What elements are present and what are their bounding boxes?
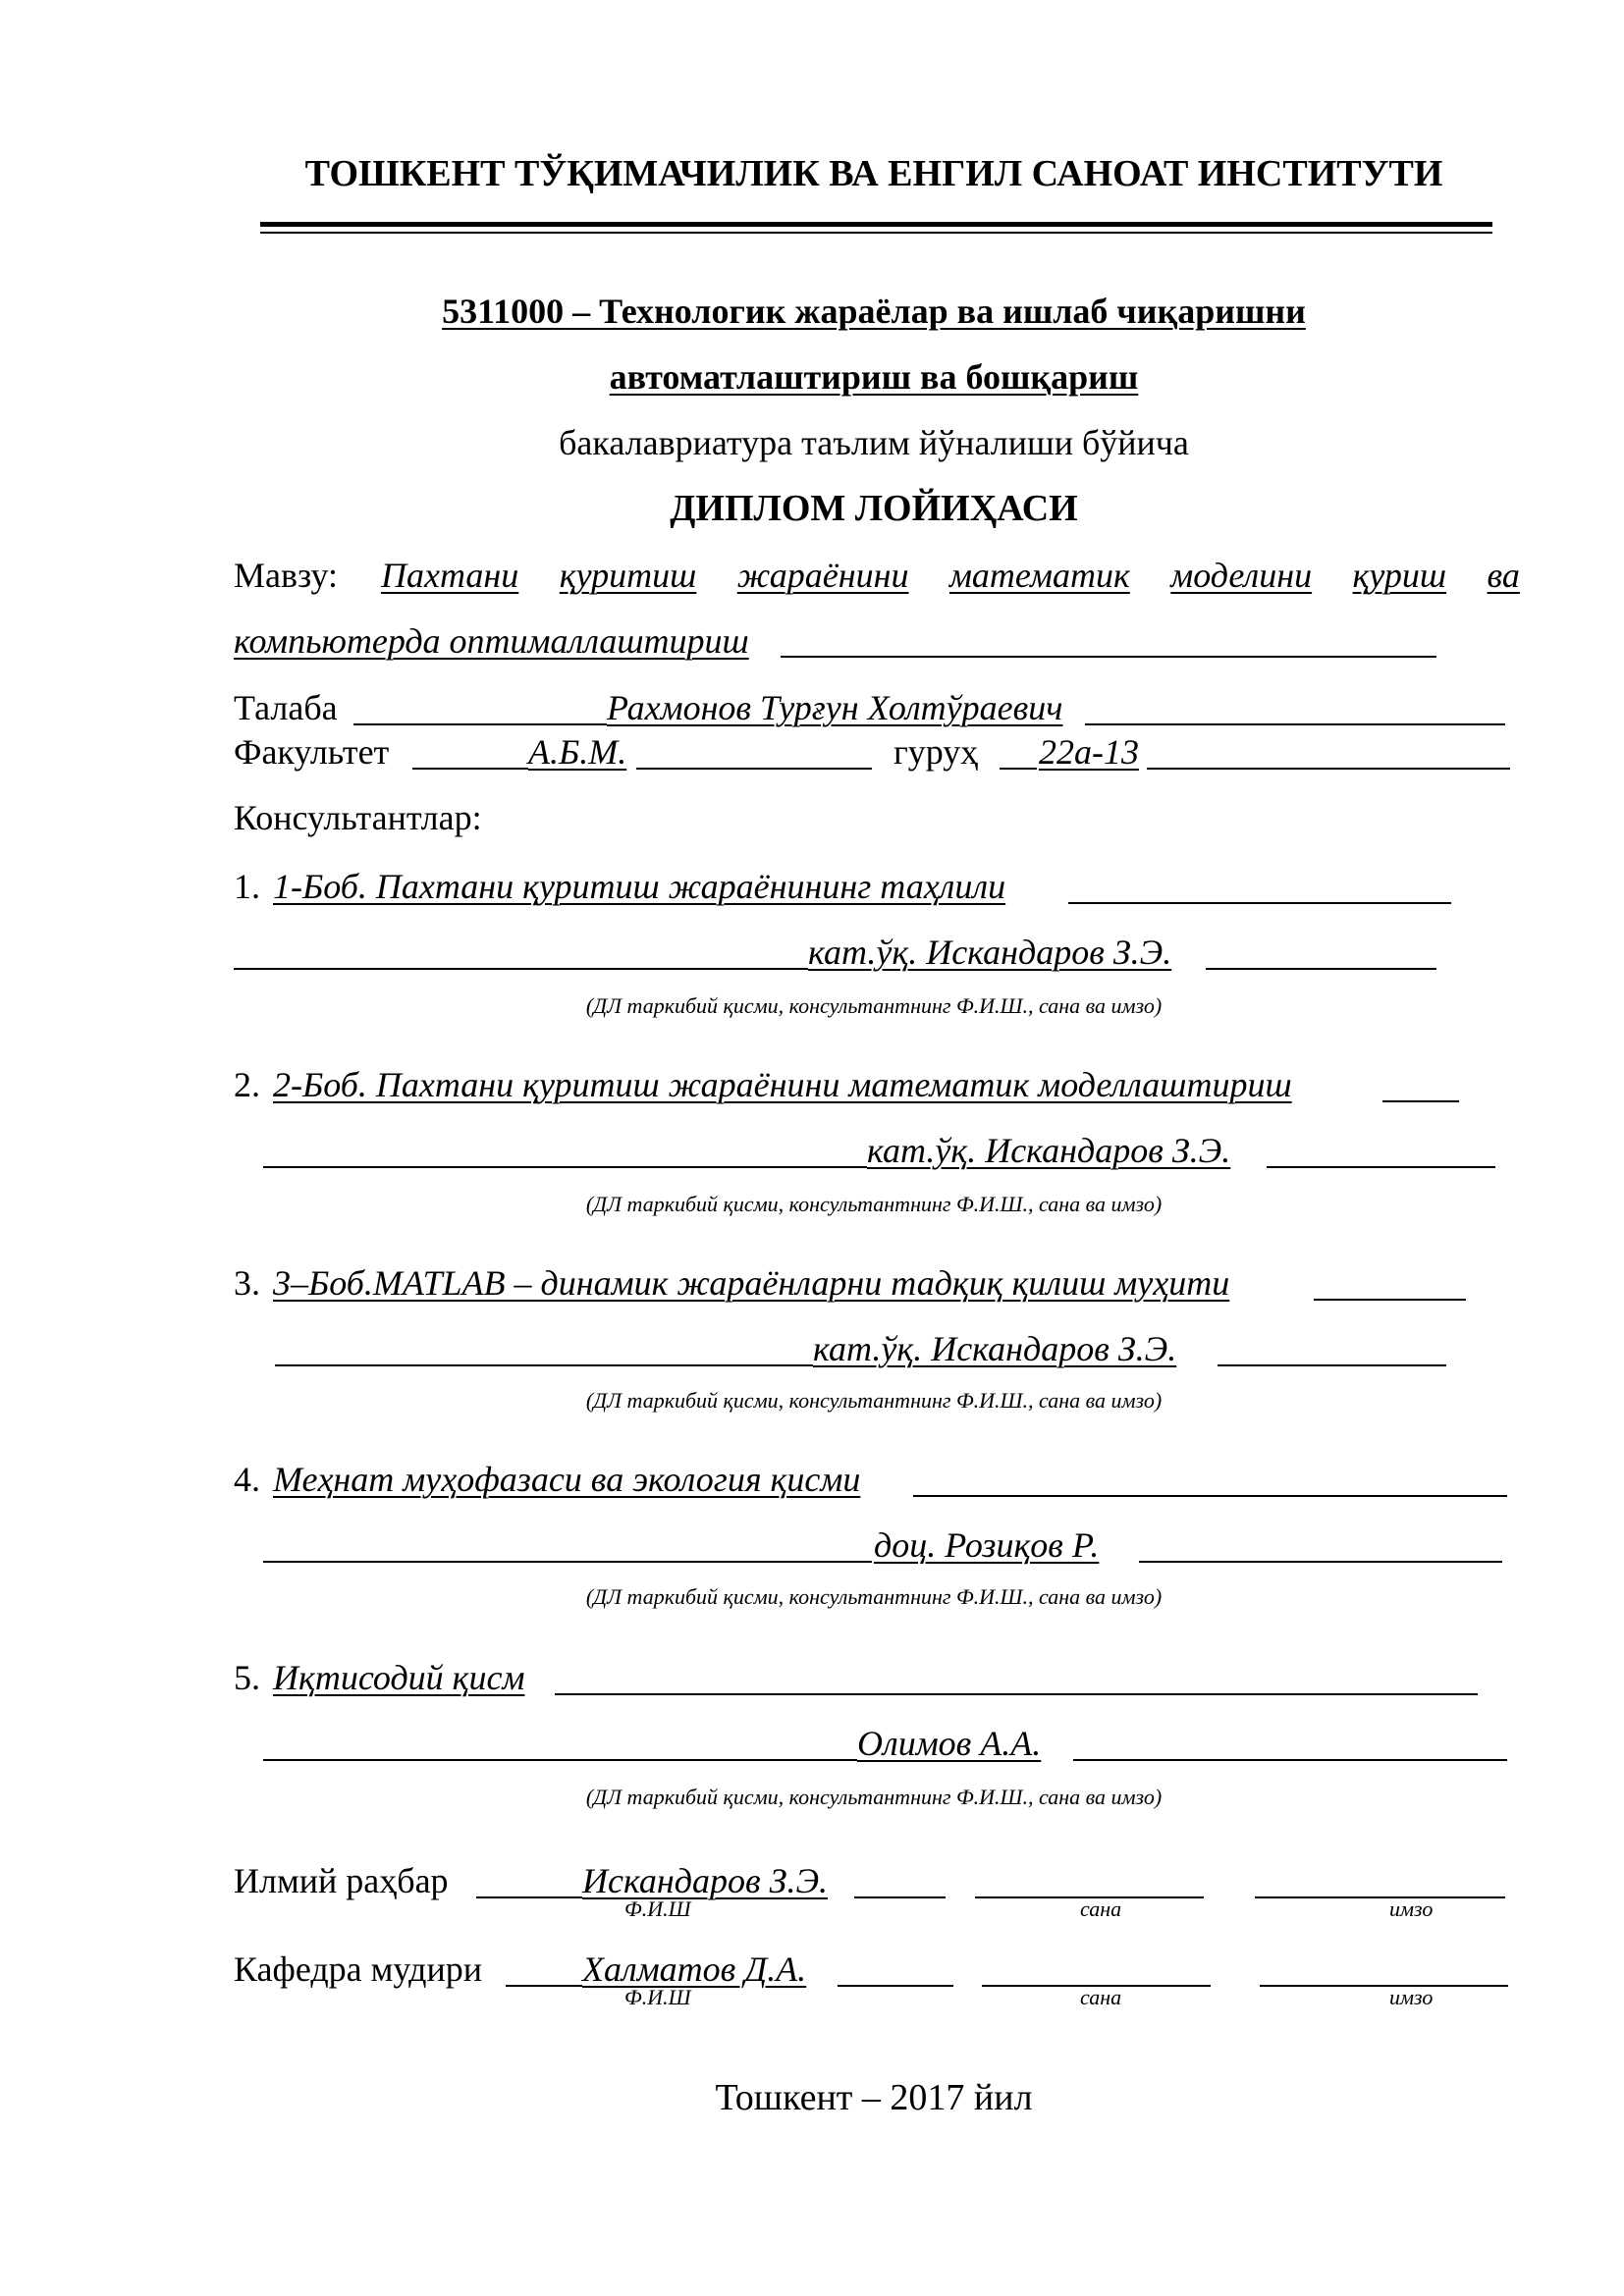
consultant-blank-line (1314, 1299, 1466, 1301)
city-year: Тошкент – 2017 йил (715, 2077, 1033, 2118)
group-blank-line (1147, 768, 1510, 770)
consultant-blank-line (263, 1166, 867, 1168)
consultant-blank-line (1068, 902, 1451, 904)
consultant-blank-line (275, 1364, 813, 1366)
consultant-number: 4. (234, 1460, 260, 1499)
student-label: Талаба (234, 688, 338, 727)
signature-blank-line (854, 1896, 946, 1898)
signature-blank-line (506, 1985, 582, 1987)
sign-caption: имзо (1389, 1985, 1434, 2009)
topic-line-2: компьютерда оптималлаштириш (234, 621, 749, 661)
topic-word: қуриш (1352, 556, 1447, 595)
topic-blank-line (781, 656, 1436, 658)
consultant-person: кат.ўқ. Искандаров З.Э. (813, 1329, 1177, 1368)
head-of-department-label: Кафедра мудири (234, 1949, 483, 1989)
signature-field (1260, 1985, 1508, 1987)
specialty-line-1: 5311000 – Технологик жараёлар ва ишлаб чиқаришни (442, 292, 1306, 331)
consultant-person: доц. Розиқов Р. (874, 1525, 1100, 1565)
group-blank-line (1000, 768, 1037, 770)
date-caption: сана (1080, 1985, 1122, 2009)
supervisor-label: Илмий раҳбар (234, 1861, 449, 1900)
faculty-blank-line (412, 768, 528, 770)
consultant-caption: (ДЛ таркибий қисми, консультантнинг Ф.И.Ш., сана ва имзо) (585, 993, 1163, 1018)
consultant-chapter: 1-Боб. Пахтани қуритиш жараёнининг таҳлили (273, 867, 1006, 906)
topic-word: математик (948, 556, 1130, 595)
faculty-value: А.Б.М. (528, 732, 627, 772)
consultant-blank-line (1382, 1100, 1459, 1102)
header-thick-rule (260, 222, 1492, 227)
document-type: ДИПЛОМ ЛОЙИҲАСИ (670, 488, 1078, 529)
topic-word: моделини (1170, 556, 1313, 595)
student-blank-line (1085, 723, 1505, 725)
consultant-caption: (ДЛ таркибий қисми, консультантнинг Ф.И.Ш., сана ва имзо) (585, 1785, 1163, 1809)
fio-caption: Ф.И.Ш (624, 1985, 691, 2009)
signature-blank-line (476, 1896, 582, 1898)
group-label: гуруҳ (893, 732, 979, 772)
consultant-blank-line (555, 1693, 1478, 1695)
consultant-caption: (ДЛ таркибий қисми, консультантнинг Ф.И.Ш., сана ва имзо) (585, 1584, 1163, 1609)
consultant-blank-line (1267, 1166, 1495, 1168)
topic-word: жараёнини (736, 556, 909, 595)
consultant-chapter: 2-Боб. Пахтани қуритиш жараёнини математик моделлаштириш (273, 1065, 1292, 1104)
faculty-label: Факультет (234, 732, 390, 772)
signature-field (1255, 1896, 1505, 1898)
consultant-number: 2. (234, 1065, 260, 1104)
signature-blank-line (838, 1985, 953, 1987)
student-name: Рахмонов Турғун Холтўраевич (607, 688, 1063, 727)
head-of-department-name: Халматов Д.А. (582, 1949, 807, 1989)
consultant-chapter: 3–Боб.MATLAB – динамик жараёнларни тадқиқ қилиш муҳити (273, 1263, 1230, 1303)
consultant-chapter: Меҳнат муҳофазаси ва экология қисми (273, 1460, 861, 1499)
consultant-blank-line (1139, 1561, 1502, 1563)
consultant-number: 3. (234, 1263, 260, 1303)
consultant-blank-line (913, 1495, 1507, 1497)
topic-line-1 (381, 555, 1520, 596)
consultant-number: 1. (234, 867, 260, 906)
specialty-line-3: бакалавриатура таълим йўналиши бўйича (559, 423, 1189, 462)
institute-title: ТОШКЕНТ ТЎҚИМАЧИЛИК ВА ЕНГИЛ САНОАТ ИНСТИТУТИ (304, 153, 1443, 194)
consultant-number: 5. (234, 1658, 260, 1697)
student-blank-line (353, 723, 607, 725)
topic-word: қуритиш (559, 556, 697, 595)
supervisor-name: Искандаров З.Э. (582, 1861, 829, 1900)
consultant-blank-line (263, 1561, 872, 1563)
consultant-person: кат.ўқ. Искандаров З.Э. (867, 1131, 1231, 1170)
consultant-caption: (ДЛ таркибий қисми, консультантнинг Ф.И.Ш., сана ва имзо) (585, 1192, 1163, 1216)
sign-caption: имзо (1389, 1896, 1434, 1921)
consultant-person: кат.ўқ. Искандаров З.Э. (808, 933, 1172, 972)
topic-label: Мавзу: (234, 556, 338, 595)
group-value: 22а-13 (1039, 732, 1139, 772)
fio-caption: Ф.И.Ш (624, 1896, 691, 1921)
consultant-blank-line (1218, 1364, 1446, 1366)
consultant-caption: (ДЛ таркибий қисми, консультантнинг Ф.И.Ш., сана ва имзо) (585, 1388, 1163, 1413)
consultant-chapter: Иқтисодий қисм (273, 1658, 525, 1697)
consultant-blank-line (234, 968, 808, 970)
consultant-blank-line (263, 1759, 857, 1761)
faculty-blank-line (636, 768, 872, 770)
topic-word: ва (1487, 556, 1520, 595)
consultant-blank-line (1073, 1759, 1507, 1761)
consultant-blank-line (1206, 968, 1436, 970)
consultant-person: Олимов А.А. (857, 1724, 1042, 1763)
specialty-line-2: автоматлаштириш ва бошқариш (609, 357, 1139, 397)
consultants-label: Консультантлар: (234, 798, 482, 837)
topic-word: Пахтани (381, 556, 519, 595)
date-caption: сана (1080, 1896, 1122, 1921)
header-thin-rule (260, 232, 1492, 234)
